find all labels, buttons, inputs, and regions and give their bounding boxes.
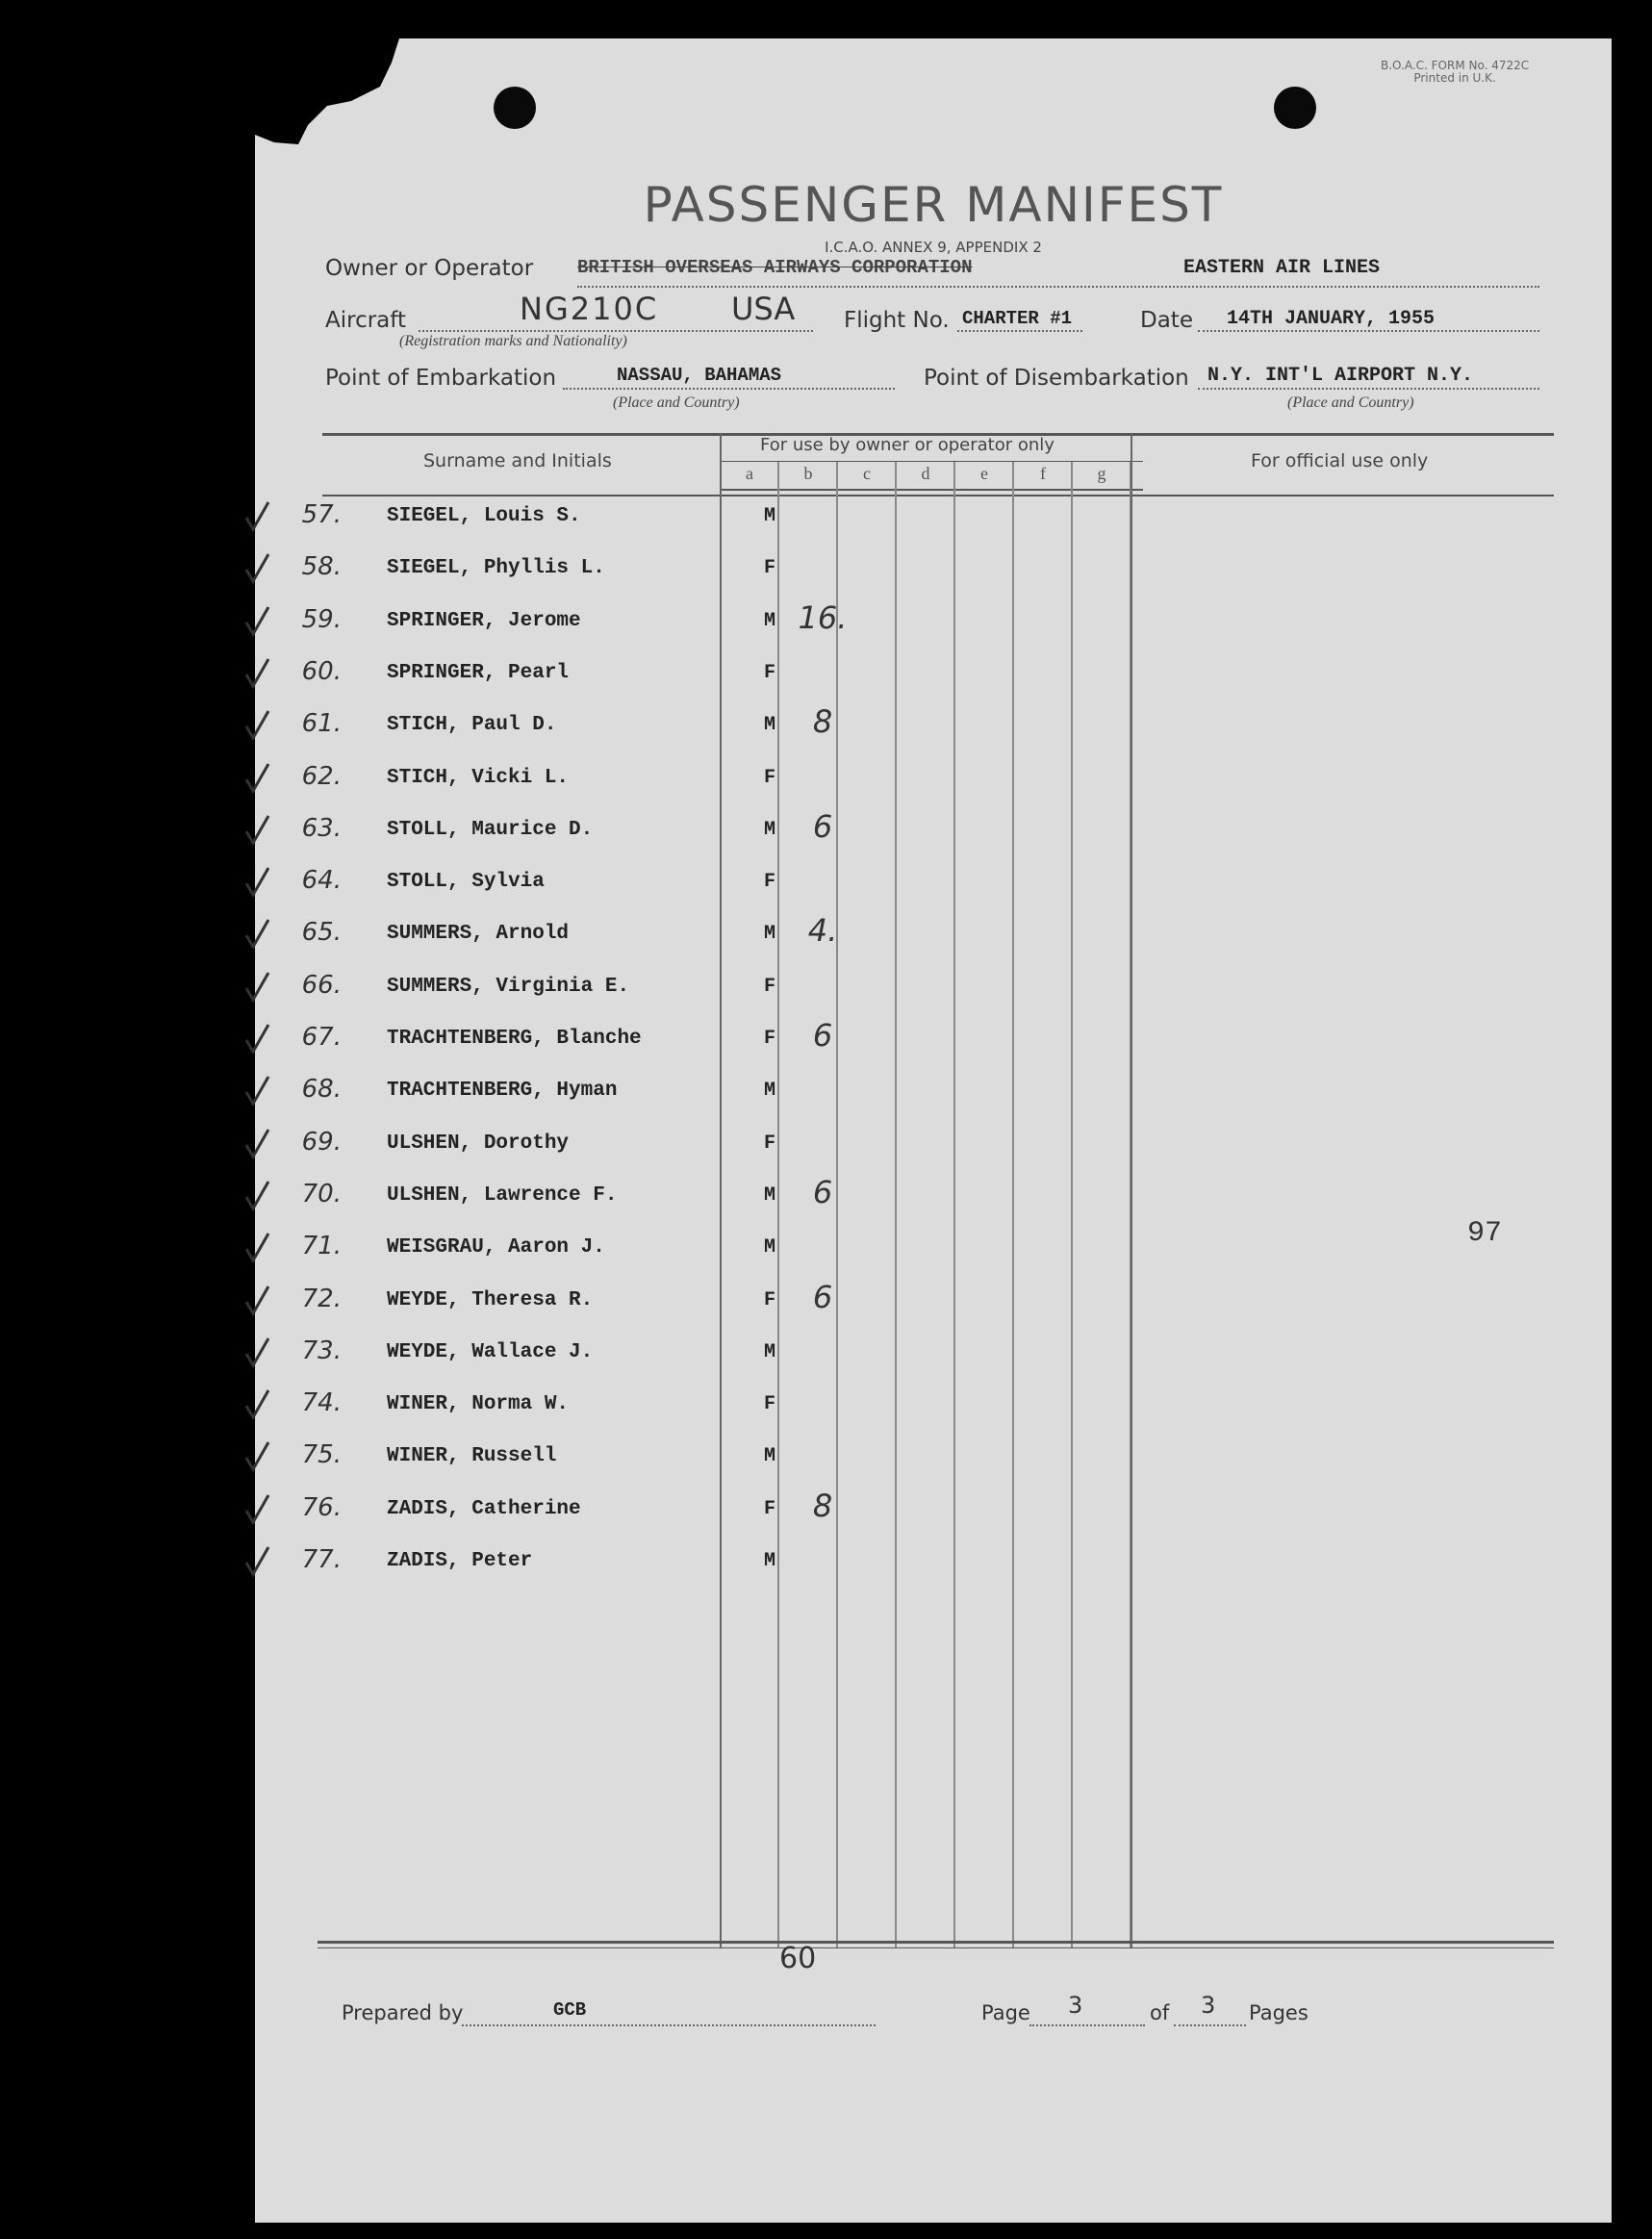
passenger-name: SPRINGER, Pearl bbox=[387, 661, 570, 684]
passenger-sex: F bbox=[763, 1497, 775, 1520]
passenger-sex: F bbox=[763, 661, 775, 684]
passenger-name: STOLL, Maurice D. bbox=[387, 818, 594, 841]
total-b-value: 60 bbox=[779, 1942, 817, 1975]
date-label: Date bbox=[1140, 308, 1193, 333]
passenger-name: SIEGEL, Louis S. bbox=[387, 505, 581, 527]
column-letter-c: c bbox=[863, 464, 871, 483]
embarkation-value: NASSAU, BAHAMAS bbox=[617, 365, 782, 386]
passenger-row bbox=[255, 598, 1612, 644]
passenger-column-b: 6 bbox=[812, 1173, 833, 1210]
embarkation-note: (Place and Country) bbox=[613, 394, 740, 411]
passenger-name: TRACHTENBERG, Blanche bbox=[387, 1028, 642, 1050]
owner-label: Owner or Operator bbox=[325, 256, 534, 281]
checkmark-icon bbox=[243, 1232, 272, 1264]
checkmark-icon bbox=[243, 866, 272, 899]
passenger-number: 60. bbox=[301, 656, 342, 686]
checkmark-icon bbox=[243, 500, 272, 533]
passenger-number: 70. bbox=[301, 1179, 342, 1209]
passenger-sex: M bbox=[763, 818, 775, 841]
passenger-sex: M bbox=[763, 923, 775, 946]
of-value: 3 bbox=[1201, 1992, 1216, 2019]
passenger-name: ZADIS, Catherine bbox=[387, 1497, 581, 1520]
passenger-name: WINER, Russell bbox=[387, 1445, 557, 1468]
passenger-name: SUMMERS, Arnold bbox=[387, 923, 570, 946]
aircraft-value: NG210C bbox=[520, 291, 659, 327]
passenger-sex: M bbox=[763, 609, 775, 632]
aircraft-nationality: USA bbox=[731, 291, 796, 327]
passenger-sex: F bbox=[763, 871, 775, 894]
prepared-by-value: GCB bbox=[553, 1999, 587, 2021]
checkmark-icon bbox=[243, 657, 272, 690]
disembarkation-label: Point of Disembarkation bbox=[924, 366, 1189, 391]
passenger-number: 58. bbox=[301, 552, 342, 582]
disembarkation-note: (Place and Country) bbox=[1287, 394, 1414, 411]
passenger-column-b: 8 bbox=[812, 1487, 833, 1524]
passenger-name: STICH, Vicki L. bbox=[387, 766, 570, 789]
checkmark-icon bbox=[243, 1128, 272, 1160]
passenger-sex: F bbox=[763, 1132, 775, 1155]
form-number-text: B.O.A.C. FORM No. 4722C bbox=[1381, 59, 1530, 72]
checkmark-icon bbox=[243, 1336, 272, 1369]
checkmark-icon bbox=[243, 1180, 272, 1212]
checkmark-icon bbox=[243, 971, 272, 1004]
checkmark-icon bbox=[243, 1545, 272, 1578]
passenger-name: WEYDE, Theresa R. bbox=[387, 1288, 594, 1311]
passenger-row bbox=[255, 1232, 1612, 1270]
passenger-row bbox=[255, 1336, 1612, 1375]
aircraft-label: Aircraft bbox=[325, 308, 406, 333]
passenger-row bbox=[255, 912, 1612, 956]
passenger-row bbox=[255, 1075, 1612, 1113]
manifest-sheet bbox=[255, 38, 1612, 2223]
passenger-sex: M bbox=[763, 1445, 775, 1468]
passenger-number: 65. bbox=[301, 918, 342, 948]
passenger-column-b: 6 bbox=[812, 1278, 833, 1315]
passenger-row bbox=[255, 807, 1612, 852]
passenger-sex: M bbox=[763, 1340, 775, 1363]
passenger-column-b: 16. bbox=[798, 598, 848, 636]
passenger-number: 77. bbox=[301, 1545, 342, 1574]
passenger-number: 62. bbox=[301, 761, 342, 791]
passenger-column-b: 8 bbox=[812, 703, 833, 741]
date-value: 14TH JANUARY, 1955 bbox=[1227, 308, 1436, 330]
passenger-name: WEYDE, Wallace J. bbox=[387, 1340, 594, 1363]
passenger-row bbox=[255, 657, 1612, 696]
checkmark-icon bbox=[243, 552, 272, 585]
passenger-number: 64. bbox=[301, 866, 342, 896]
passenger-column-b: 6 bbox=[812, 1017, 833, 1054]
passenger-row bbox=[255, 552, 1612, 591]
checkmark-icon bbox=[243, 605, 272, 638]
passenger-row bbox=[255, 762, 1612, 801]
passenger-name: SIEGEL, Phyllis L. bbox=[387, 557, 605, 580]
column-letter-e: e bbox=[980, 464, 988, 483]
passenger-sex: M bbox=[763, 1183, 775, 1207]
checkmark-icon bbox=[243, 762, 272, 795]
prepared-by-label: Prepared by bbox=[342, 2001, 464, 2024]
passenger-sex: F bbox=[763, 557, 775, 580]
passenger-sex: F bbox=[763, 1028, 775, 1050]
disembarkation-value: N.Y. INT'L AIRPORT N.Y. bbox=[1207, 365, 1474, 387]
pages-label: Pages bbox=[1249, 2001, 1309, 2024]
torn-corner bbox=[255, 38, 399, 144]
passenger-row bbox=[255, 1128, 1612, 1166]
column-letter-a: a bbox=[746, 464, 753, 483]
flight-label: Flight No. bbox=[844, 308, 950, 333]
passenger-name: WINER, Norma W. bbox=[387, 1393, 570, 1416]
checkmark-icon bbox=[243, 1388, 272, 1421]
passenger-number: 75. bbox=[301, 1440, 342, 1470]
passenger-number: 63. bbox=[301, 813, 342, 843]
registration-note: (Registration marks and Nationality) bbox=[399, 333, 627, 349]
passenger-row bbox=[255, 1545, 1612, 1584]
passenger-sex: M bbox=[763, 1080, 775, 1103]
passenger-name: STICH, Paul D. bbox=[387, 714, 557, 737]
passenger-sex: M bbox=[763, 1550, 775, 1572]
passenger-name: SPRINGER, Jerome bbox=[387, 609, 581, 632]
checkmark-icon bbox=[243, 709, 272, 742]
passenger-number: 67. bbox=[301, 1023, 342, 1052]
column-letter-b: b bbox=[803, 464, 813, 483]
passenger-name: ULSHEN, Dorothy bbox=[387, 1132, 570, 1155]
passenger-row bbox=[255, 1017, 1612, 1061]
passenger-sex: M bbox=[763, 1236, 775, 1259]
passenger-row bbox=[255, 1278, 1612, 1323]
column-letter-f: f bbox=[1040, 464, 1046, 483]
passenger-row bbox=[255, 971, 1612, 1009]
column-official-header: For official use only bbox=[1251, 450, 1429, 471]
owner-struck-value: BRITISH OVERSEAS AIRWAYS CORPORATION bbox=[577, 257, 973, 278]
column-surname-header: Surname and Initials bbox=[423, 450, 612, 471]
passenger-row bbox=[255, 866, 1612, 904]
passenger-row bbox=[255, 1388, 1612, 1427]
checkmark-icon bbox=[243, 1023, 272, 1056]
passenger-number: 61. bbox=[301, 709, 342, 739]
column-letter-g: g bbox=[1097, 464, 1106, 483]
passenger-name: STOLL, Sylvia bbox=[387, 871, 545, 894]
checkmark-icon bbox=[243, 1075, 272, 1107]
passenger-sex: F bbox=[763, 975, 775, 998]
passenger-row bbox=[255, 703, 1612, 748]
passenger-number: 68. bbox=[301, 1075, 342, 1105]
of-label: of bbox=[1150, 2001, 1170, 2024]
passenger-name: TRACHTENBERG, Hyman bbox=[387, 1080, 618, 1103]
checkmark-icon bbox=[243, 1493, 272, 1526]
passenger-column-b: 4. bbox=[807, 912, 838, 950]
official-mark: 97 bbox=[1467, 1217, 1503, 1250]
passenger-number: 57. bbox=[301, 500, 342, 529]
punch-hole-left bbox=[494, 87, 536, 129]
passenger-sex: F bbox=[763, 1288, 775, 1311]
checkmark-icon bbox=[243, 1285, 272, 1317]
flight-value: CHARTER #1 bbox=[962, 308, 1073, 329]
form-number bbox=[1381, 60, 1529, 85]
passenger-sex: F bbox=[763, 766, 775, 789]
checkmark-icon bbox=[243, 814, 272, 847]
page-label: Page bbox=[981, 2001, 1030, 2024]
passenger-number: 66. bbox=[301, 970, 342, 1000]
page-value: 3 bbox=[1068, 1992, 1083, 2019]
passenger-number: 59. bbox=[301, 604, 342, 634]
checkmark-icon bbox=[243, 1440, 272, 1473]
passenger-sex: F bbox=[763, 1393, 775, 1416]
column-owner-use-header: For use by owner or operator only bbox=[760, 435, 1055, 455]
passenger-number: 74. bbox=[301, 1388, 342, 1418]
passenger-number: 72. bbox=[301, 1284, 342, 1313]
passenger-row bbox=[255, 500, 1612, 539]
passenger-number: 73. bbox=[301, 1336, 342, 1365]
passenger-name: WEISGRAU, Aaron J. bbox=[387, 1236, 605, 1259]
punch-hole-right bbox=[1274, 87, 1316, 129]
passenger-column-b: 6 bbox=[812, 807, 833, 845]
checkmark-icon bbox=[243, 918, 272, 951]
passenger-sex: M bbox=[763, 505, 775, 527]
passenger-number: 76. bbox=[301, 1492, 342, 1522]
column-letter-d: d bbox=[921, 464, 930, 483]
passenger-number: 71. bbox=[301, 1232, 342, 1261]
page-subtitle: I.C.A.O. ANNEX 9, APPENDIX 2 bbox=[825, 239, 1042, 256]
page-title: PASSENGER MANIFEST bbox=[643, 177, 1224, 233]
passenger-row bbox=[255, 1487, 1612, 1532]
passenger-row bbox=[255, 1173, 1612, 1218]
printed-in-text: Printed in U.K. bbox=[1413, 71, 1496, 85]
embarkation-label: Point of Embarkation bbox=[325, 366, 557, 391]
passenger-sex: M bbox=[763, 714, 775, 737]
owner-value: EASTERN AIR LINES bbox=[1183, 257, 1381, 279]
passenger-name: ZADIS, Peter bbox=[387, 1550, 533, 1572]
passenger-row bbox=[255, 1440, 1612, 1479]
passenger-number: 69. bbox=[301, 1127, 342, 1157]
passenger-name: SUMMERS, Virginia E. bbox=[387, 975, 630, 998]
passenger-name: ULSHEN, Lawrence F. bbox=[387, 1183, 618, 1207]
